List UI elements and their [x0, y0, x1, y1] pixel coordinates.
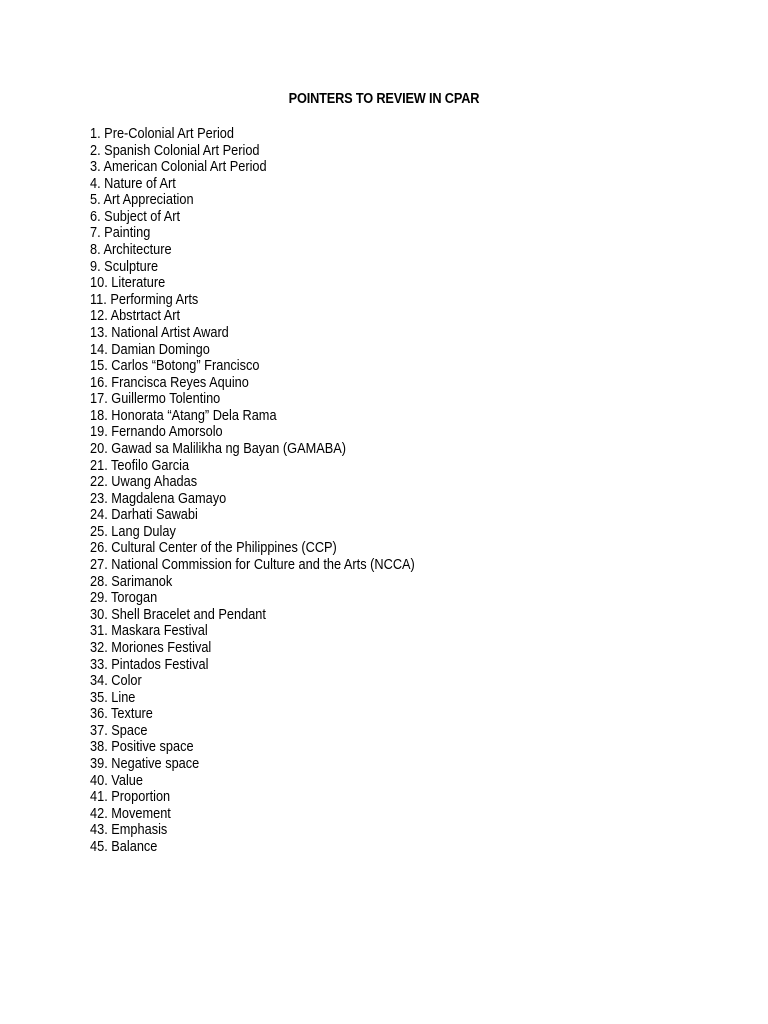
- list-item: 10. Literature: [90, 275, 166, 292]
- list-item: 27. National Commission for Culture and the Arts (NCCA): [90, 557, 415, 574]
- list-item: 45. Balance: [90, 838, 158, 855]
- list-item: 34. Color: [90, 673, 142, 690]
- document-title: POINTERS TO REVIEW IN CPAR: [288, 91, 480, 107]
- list-item: 22. Uwang Ahadas: [90, 474, 198, 491]
- list-item: 6. Subject of Art: [90, 208, 181, 225]
- pointer-list: [90, 126, 415, 855]
- list-item: 38. Positive space: [90, 739, 194, 756]
- list-item: 25. Lang Dulay: [90, 523, 176, 540]
- list-item: 1. Pre-Colonial Art Period: [90, 126, 234, 142]
- list-item: 30. Shell Bracelet and Pendant: [90, 606, 266, 623]
- list-item: 31. Maskara Festival: [90, 623, 208, 640]
- list-item: 24. Darhati Sawabi: [90, 507, 198, 524]
- list-item: 28. Sarimanok: [90, 573, 173, 590]
- list-item: 43. Emphasis: [90, 822, 168, 839]
- list-item: 37. Space: [90, 722, 148, 739]
- list-item: 19. Fernando Amorsolo: [90, 424, 223, 441]
- list-item: 16. Francisca Reyes Aquino: [90, 374, 249, 391]
- list-item: 36. Texture: [90, 706, 153, 723]
- list-item: 8. Architecture: [90, 242, 172, 259]
- list-item: 17. Guillermo Tolentino: [90, 391, 221, 408]
- list-item: 5. Art Appreciation: [90, 192, 194, 209]
- list-item: 14. Damian Domingo: [90, 341, 210, 358]
- list-item: 32. Moriones Festival: [90, 639, 212, 656]
- list-item: 41. Proportion: [90, 789, 171, 806]
- list-item: 12. Abstrtact Art: [90, 308, 181, 325]
- list-item: 33. Pintados Festival: [90, 656, 209, 673]
- list-item: 3. American Colonial Art Period: [90, 159, 267, 176]
- list-item: 23. Magdalena Gamayo: [90, 490, 227, 507]
- list-item: 21. Teofilo Garcia: [90, 457, 190, 474]
- list-item: 2. Spanish Colonial Art Period: [90, 142, 260, 159]
- list-item: 29. Torogan: [90, 590, 158, 607]
- list-item: 13. National Artist Award: [90, 324, 229, 341]
- list-item: 35. Line: [90, 689, 136, 706]
- list-item: 7. Painting: [90, 225, 151, 242]
- list-item: 11. Performing Arts: [90, 291, 199, 308]
- list-item: 20. Gawad sa Malilikha ng Bayan (GAMABA): [90, 440, 347, 457]
- list-item: 18. Honorata “Atang” Dela Rama: [90, 407, 277, 424]
- list-item: 42. Movement: [90, 805, 171, 822]
- list-item: 15. Carlos “Botong” Francisco: [90, 358, 260, 375]
- list-item: 40. Value: [90, 772, 143, 789]
- list-item: 26. Cultural Center of the Philippines (CCP): [90, 540, 337, 557]
- list-item: 39. Negative space: [90, 755, 200, 772]
- list-item: 4. Nature of Art: [90, 175, 176, 192]
- list-item: 9. Sculpture: [90, 258, 159, 275]
